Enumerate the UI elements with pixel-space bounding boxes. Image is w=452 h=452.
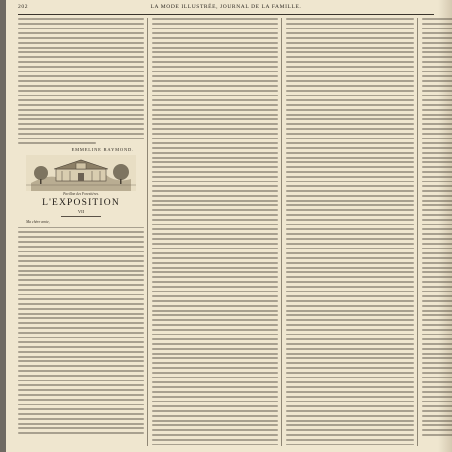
letter-salutation: Ma chère amie, <box>26 219 50 224</box>
column-rule <box>281 18 282 446</box>
column-2 <box>152 18 278 448</box>
article-text-block <box>18 227 144 434</box>
article-text-block <box>152 18 278 448</box>
divider <box>61 216 101 217</box>
article-text-block <box>422 18 452 436</box>
running-title: LA MODE ILLUSTRÉE, JOURNAL DE LA FAMILLE. <box>150 4 302 10</box>
article-title: L'EXPOSITION <box>42 198 120 209</box>
article-text-block <box>286 18 414 448</box>
journal-page <box>6 0 452 452</box>
column-4-partial <box>422 18 452 448</box>
column-rule <box>417 18 418 446</box>
author-signature: EMMELINE RAYMOND. <box>71 147 134 153</box>
article-text-block <box>18 18 144 144</box>
column-rule <box>147 18 148 446</box>
page-header <box>18 2 434 15</box>
column-1 <box>18 18 144 448</box>
article-number: VII <box>77 209 85 215</box>
pavilion-illustration <box>26 155 136 191</box>
column-3 <box>286 18 414 448</box>
page-number: 202 <box>18 4 29 10</box>
illustration-caption: Pavillon des Forestières. <box>63 192 99 197</box>
